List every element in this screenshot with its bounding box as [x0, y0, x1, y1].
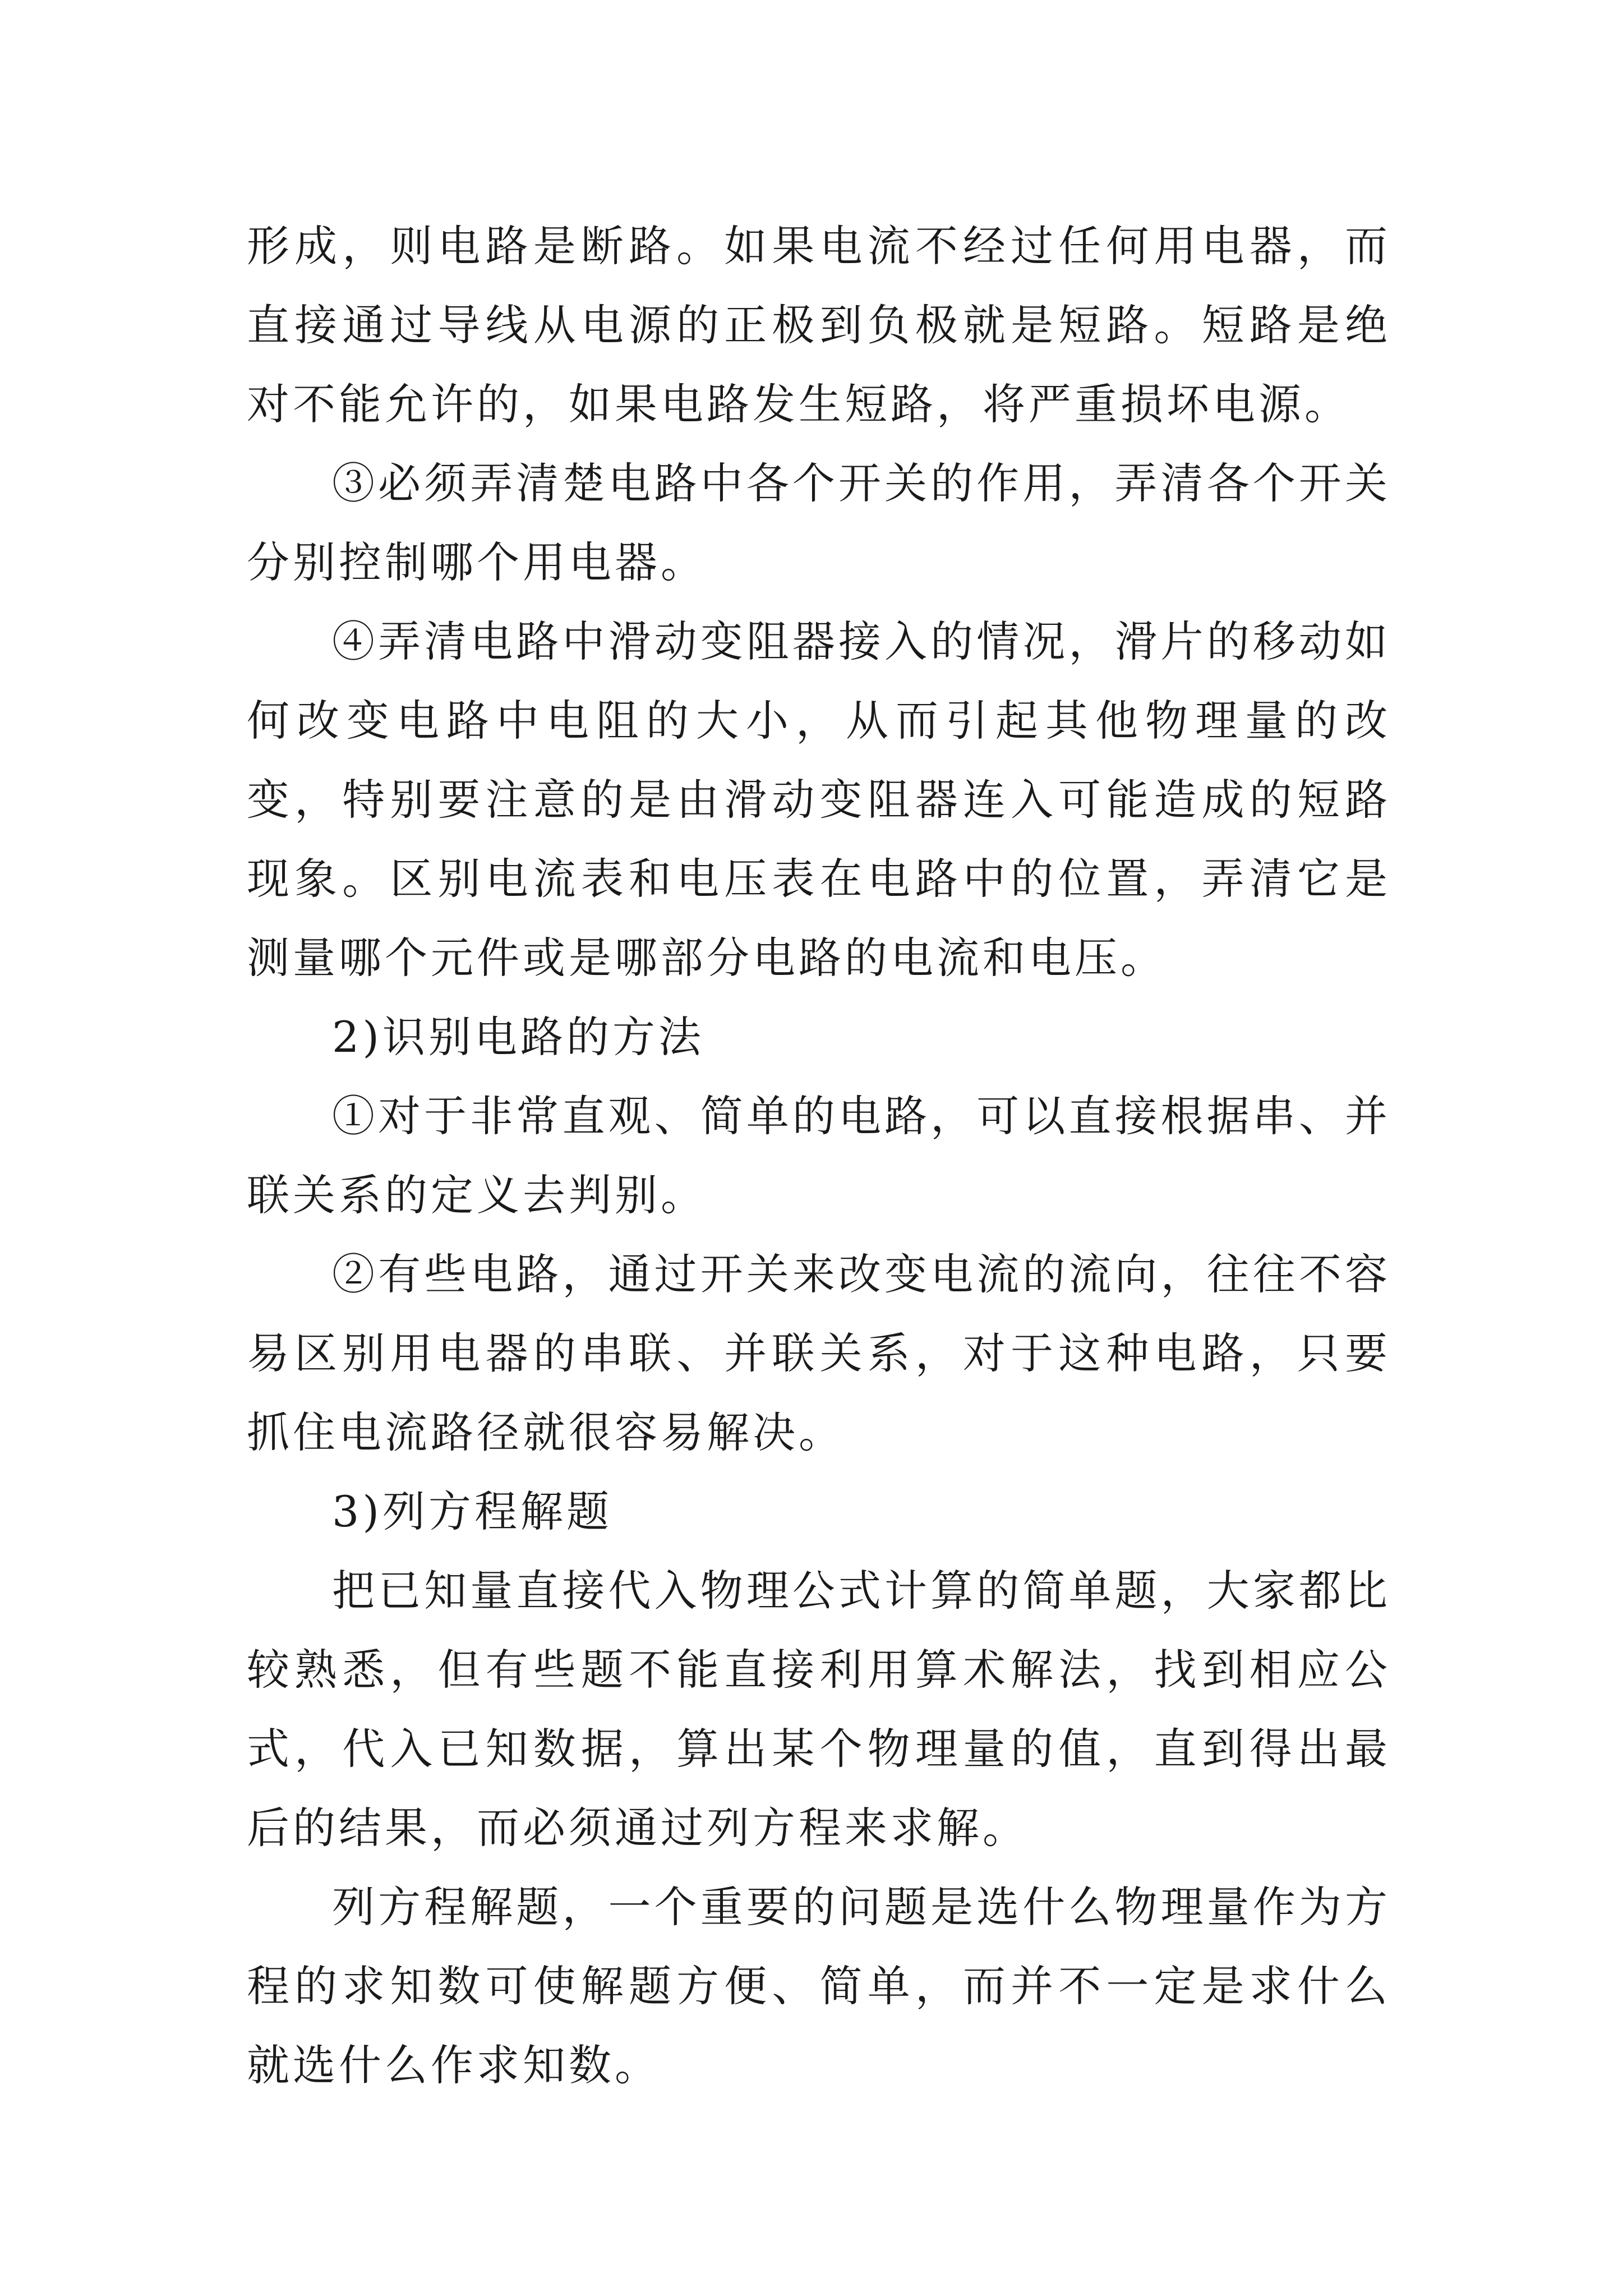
paragraph-switch-current-path: ②有些电路，通过开关来改变电流的流向，往往不容易区别用电器的串联、并联关系，对于这种电路，只要抓住电流路径就很容易解决。 — [247, 1249, 1391, 1457]
paragraph-circuit-break-short: 形成，则电路是断路。如果电流不经过任何用电器，而直接通过导线从电源的正极到负极就是短路。短路是绝对不能允许的，如果电路发生短路，将严重损坏电源。 — [247, 221, 1391, 429]
paragraph-simple-circuit: ①对于非常直观、简单的电路，可以直接根据串、并联关系的定义去判别。 — [247, 1091, 1391, 1220]
paragraph-switch-function: ③必须弄清楚电路中各个开关的作用，弄清各个开关分别控制哪个用电器。 — [247, 458, 1391, 587]
document-body — [247, 206, 1391, 2105]
paragraph-substitution: 把已知量直接代入物理公式计算的简单题，大家都比较熟悉，但有些题不能直接利用算术解法，找到相应公式，代入已知数据，算出某个物理量的值，直到得出最后的结果，而必须通过列方程来求解。 — [247, 1566, 1391, 1853]
paragraph-rheostat: ④弄清电路中滑动变阻器接入的情况，滑片的移动如何改变电路中电阻的大小，从而引起其他物理量的改变，特别要注意的是由滑动变阻器连入可能造成的短路现象。区别电流表和电压表在电路中的位置，弄清它是测量哪个元件或是哪部分电路的电流和电压。 — [247, 616, 1391, 983]
paragraph-choose-unknown: 列方程解题，一个重要的问题是选什么物理量作为方程的求知数可使解题方便、简单，而并不一定是求什么就选什么作求知数。 — [247, 1882, 1391, 2090]
section-heading-identify-circuit: 2)识别电路的方法 — [332, 1012, 705, 1062]
section-heading-equations: 3)列方程解题 — [332, 1487, 613, 1536]
